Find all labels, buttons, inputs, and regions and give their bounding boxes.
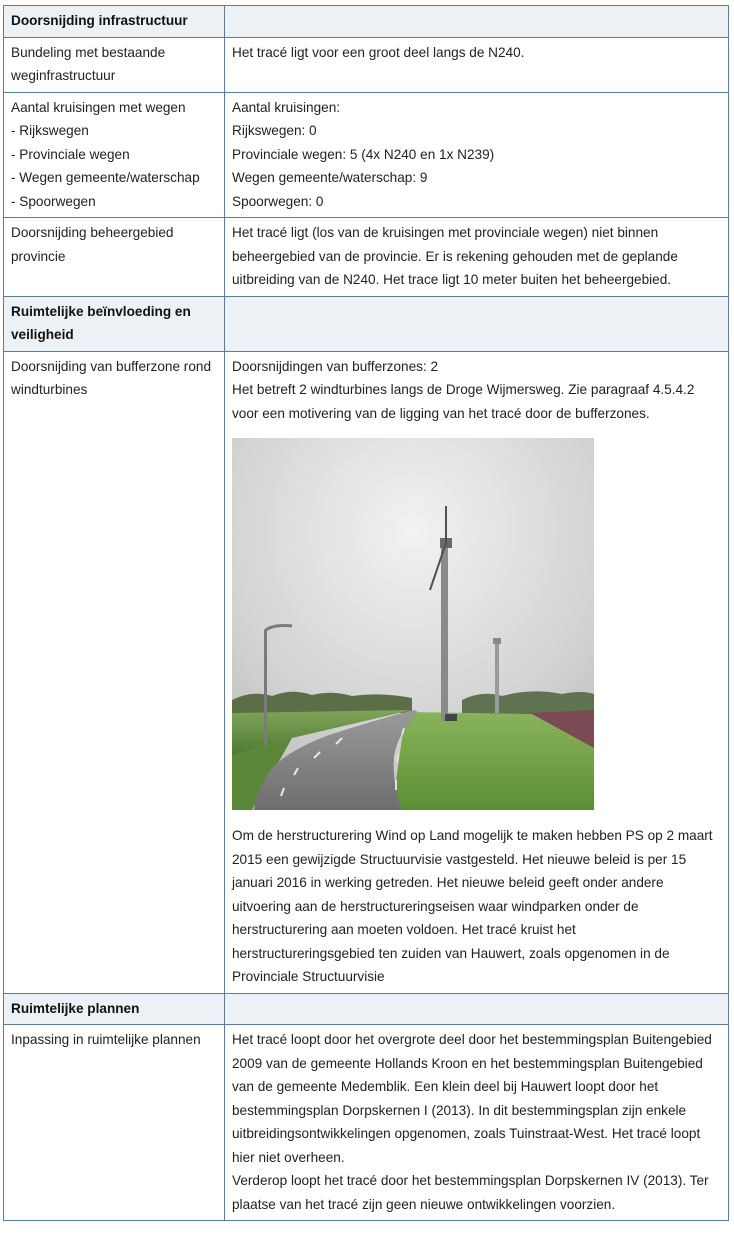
row-label: Inpassing in ruimtelijke plannen	[4, 1025, 225, 1221]
value-line: Het betreft 2 windturbines langs de Droge Wijmersweg. Zie paragraaf 4.5.4.2 voor een motivering van de ligging van het tracé door de bufferzones.	[232, 382, 695, 421]
value-line: Verderop loopt het tracé door het bestemmingsplan Dorpskernen IV (2013). Ter plaatse van het tracé zijn geen nieuwe ontwikkelingen voorzien.	[232, 1173, 709, 1212]
table-row	[4, 92, 729, 218]
row-label: Bundeling met bestaande weginfrastructuur	[4, 37, 225, 92]
table-row	[4, 37, 729, 92]
row-value	[225, 1025, 729, 1221]
section-header-empty	[225, 6, 729, 38]
row-value	[225, 92, 729, 218]
infrastructure-assessment-table	[3, 5, 729, 1221]
row-value	[225, 351, 729, 993]
wind-turbine-photo	[232, 438, 594, 810]
label-line: - Wegen gemeente/waterschap	[11, 170, 200, 185]
value-line: Aantal kruisingen:	[232, 99, 341, 115]
label-line: - Spoorwegen	[11, 193, 96, 209]
section-header-empty	[225, 993, 729, 1025]
row-label	[4, 92, 225, 218]
row-label: Doorsnijding van bufferzone rond windturbines	[4, 351, 225, 993]
label-line: - Rijkswegen	[11, 123, 89, 138]
value-line: Doorsnijdingen van bufferzones: 2	[232, 358, 439, 374]
section-title: Ruimtelijke plannen	[4, 993, 225, 1025]
label-line: Aantal kruisingen met wegen	[11, 99, 186, 115]
table-row	[4, 218, 729, 297]
row-label: Doorsnijding beheergebied provincie	[4, 218, 225, 297]
value-line: Spoorwegen: 0	[232, 193, 324, 209]
section-header-ruimtelijke-plannen	[4, 993, 729, 1025]
label-line: - Provinciale wegen	[11, 146, 130, 162]
row-value: Het tracé ligt voor een groot deel langs de N240.	[225, 37, 729, 92]
section-header-infrastructuur	[4, 6, 729, 38]
value-line: Provinciale wegen: 5 (4x N240 en 1x N239)	[232, 146, 495, 162]
section-header-ruimtelijke-beinvloeding	[4, 296, 729, 351]
section-title: Ruimtelijke beïnvloeding en veiligheid	[4, 296, 225, 351]
section-header-empty	[225, 296, 729, 351]
table-row	[4, 1025, 729, 1221]
section-title: Doorsnijding infrastructuur	[4, 6, 225, 38]
value-line: Wegen gemeente/waterschap: 9	[232, 170, 428, 185]
value-line: Het tracé loopt door het overgrote deel door het bestemmingsplan Buitengebied 2009 van de gemeente Hollands Kroon en het bestemmingsplan Buitengebied van de gemeente Medemblik. Een klein deel bij Hauwert loopt door het bestemmingsplan Dorpskernen I (2013). In dit bestemmingsplan zijn enkele uitbreidingsontwikkelingen opgenomen, zoals Tuinstraat-West. Het tracé loopt hier niet overheen.	[232, 1032, 712, 1165]
value-paragraph: Om de herstructurering Wind op Land mogelijk te maken hebben PS op 2 maart 2015 een gewijzigde Structuurvisie vastgesteld. Het nieuwe beleid is per 15 januari 2016 in werking getreden. Het nieuwe beleid geeft onder andere uitvoering aan de herstructureringseisen waar windparken onder de herstructurering aan moeten voldoen. Het tracé kruist het herstructureringsgebied ten zuiden van Hauwert, zoals opgenomen in de Provinciale Structuurvisie	[232, 828, 713, 984]
row-value: Het tracé ligt (los van de kruisingen met provinciale wegen) niet binnen beheergebied van de provincie. Er is rekening gehouden met de geplande uitbreiding van de N240. Het trace ligt 10 meter buiten het beheergebied.	[225, 218, 729, 297]
table-row	[4, 351, 729, 993]
value-line: Rijkswegen: 0	[232, 123, 317, 138]
